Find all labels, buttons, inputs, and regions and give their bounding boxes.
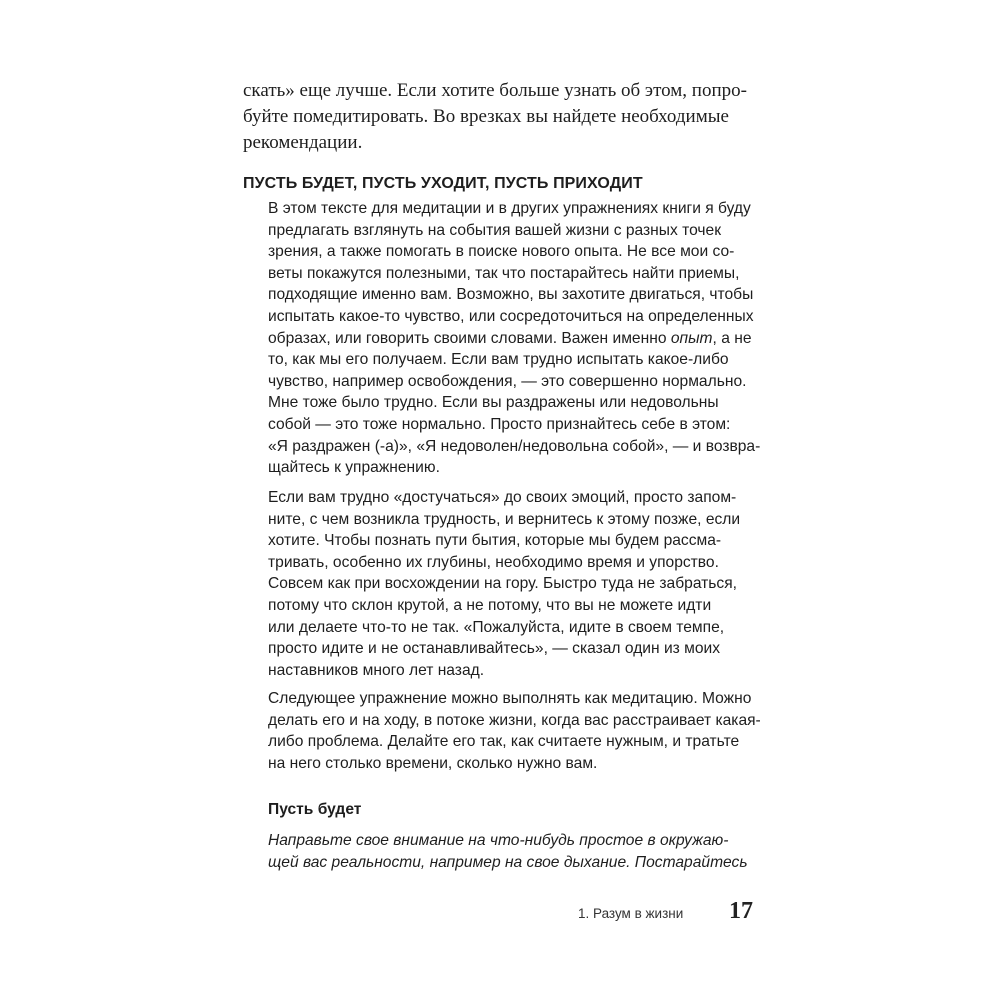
text-line: веты покажутся полезными, так что постарайтесь найти приемы, <box>268 264 740 282</box>
text-line: Направьте свое внимание на что-нибудь простое в окружаю- <box>268 832 729 849</box>
text-line: подходящие именно вам. Возможно, вы захотите двигаться, чтобы <box>268 286 754 304</box>
text-line: Мне тоже было трудно. Если вы раздражены или недовольны <box>268 394 719 412</box>
text-line: буйте помедитировать. Во врезках вы найдете необходимые <box>243 106 729 127</box>
text-line: то, как мы его получаем. Если вам трудно испытать какое-либо <box>268 351 729 369</box>
text-line: просто идите и не останавливайтесь», — сказал один из моих <box>268 640 721 658</box>
text-line: либо проблема. Делайте его так, как считаете нужным, и тратьте <box>268 733 740 751</box>
exercise-heading: Пусть будет <box>268 801 362 818</box>
text-line <box>268 328 758 350</box>
text-line: Следующее упражнение можно выполнять как медитацию. Можно <box>268 690 752 707</box>
text-line: В этом тексте для медитации и в других упражнениях книги я буду <box>268 200 751 217</box>
text-line: Совсем как при восхождении на гору. Быстро туда не забраться, <box>268 575 737 593</box>
text-line: зрения, а также помогать в поиске нового опыта. Не все мои со- <box>268 243 735 261</box>
text-line: или делаете что-то не так. «Пожалуйста, идите в своем темпе, <box>268 618 725 636</box>
page-number: 17 <box>729 898 753 924</box>
text-line: испытать какое-то чувство, или сосредоточиться на определенных <box>268 307 754 325</box>
text-segment: , а не <box>712 329 752 347</box>
text-line: тривать, особенно их глубины, необходимо время и упорство. <box>268 553 719 571</box>
text-line: предлагать взглянуть на события вашей жизни с разных точек <box>268 221 722 239</box>
text-line: чувство, например освобождения, — это совершенно нормально. <box>268 372 747 390</box>
text-line: наставников много лет назад. <box>268 661 485 679</box>
emphasis-word: опыт <box>670 329 713 347</box>
body-paragraph-2 <box>268 487 758 681</box>
text-line: щайтесь к упражнению. <box>268 459 440 477</box>
body-paragraph-1 <box>268 198 761 479</box>
section-heading: ПУСТЬ БУДЕТ, ПУСТЬ УХОДИТ, ПУСТЬ ПРИХОДИТ <box>243 175 643 192</box>
text-line: Если вам трудно «достучаться» до своих эмоций, просто запом- <box>268 489 737 506</box>
intro-paragraph <box>243 78 758 156</box>
text-line: делать его и на ходу, в потоке жизни, когда вас расстраивает какая- <box>268 711 761 729</box>
text-line: потому что склон крутой, а не потому, что вы не можете идти <box>268 596 712 614</box>
running-footer-chapter: 1. Разум в жизни <box>578 906 684 921</box>
exercise-instructions <box>268 830 758 873</box>
text-line: на него столько времени, сколько нужно вам. <box>268 754 598 772</box>
text-line: скать» еще лучше. Если хотите больше узнать об этом, попро- <box>243 80 747 101</box>
text-line: рекомендации. <box>243 132 363 153</box>
text-line: собой — это тоже нормально. Просто признайтесь себе в этом: <box>268 415 731 433</box>
body-paragraph-3 <box>268 688 761 774</box>
text-line: «Я раздражен (-а)», «Я недоволен/недовольна собой», — и возвра- <box>268 437 761 455</box>
text-segment: образах, или говорить своими словами. Важен именно <box>268 329 671 347</box>
text-line: ните, с чем возникла трудность, и вернитесь к этому позже, если <box>268 510 741 528</box>
text-line: хотите. Чтобы познать пути бытия, которые мы будем рассма- <box>268 532 722 550</box>
text-line: щей вас реальности, например на свое дыхание. Постарайтесь <box>268 853 748 871</box>
